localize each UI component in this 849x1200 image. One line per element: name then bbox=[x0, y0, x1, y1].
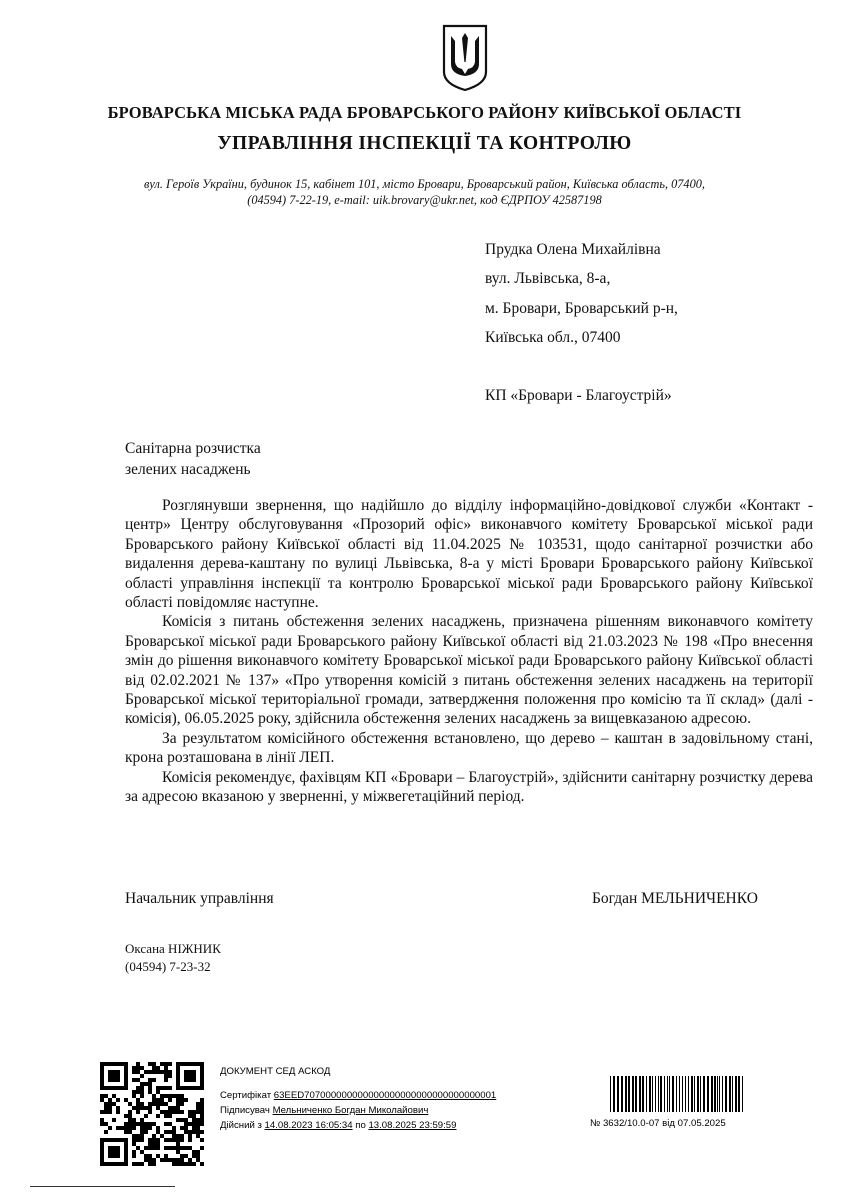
subject-line-2: зелених насаджень bbox=[125, 461, 251, 478]
recipient-name: Прудка Олена Михайлівна bbox=[485, 241, 661, 258]
cert-value: 63EED707000000000000000000000000000000001 bbox=[273, 1090, 497, 1101]
address-line-2: (04594) 7-22-19, e-mail: uik.brovary@ukr.net, код ЄДРПОУ 42587198 bbox=[247, 193, 602, 207]
address-line-1: вул. Героїв України, будинок 15, кабінет 101, місто Бровари, Броварський район, Київська область, 07400, bbox=[144, 177, 705, 191]
recipient-street: вул. Львівська, 8-а, bbox=[485, 270, 611, 287]
paragraph-4: Комісія рекомендує, фахівцям КП «Бровари – Благоустрій», здійснити санітарну розчистку дерева за адресою вказаною у зверненні, у міжвегетаційний період. bbox=[125, 768, 813, 806]
signer-position: Начальник управління bbox=[125, 890, 274, 907]
department-title: УПРАВЛІННЯ ІНСПЕКЦІЇ ТА КОНТРОЛЮ bbox=[217, 133, 632, 154]
recipient-region: Київська обл., 07400 bbox=[485, 329, 621, 346]
valid-mid: по bbox=[355, 1120, 366, 1131]
cert-label: Сертифікат bbox=[220, 1090, 272, 1101]
executor-phone: (04594) 7-23-32 bbox=[125, 959, 211, 974]
signer-name: Богдан МЕЛЬНИЧЕНКО bbox=[592, 890, 758, 907]
qr-code bbox=[100, 1062, 204, 1166]
bottom-rule bbox=[30, 1186, 175, 1187]
paragraph-2: Комісія з питань обстеження зелених насаджень, призначена рішенням виконавчого комітету Броварської міської ради Броварського району Київської області від 21.03.2023 № 198 «Про внесення змін до рішення виконавчого комітету Броварської міської ради Броварського району Київської області від 02.02.2021 № 137» «Про утворення комісій з питань обстеження зелених насаджень на території Броварської міської територіальної громади, затвердження положення про комісію та її склад» (далі - комісія), 06.05.2025 року, здійснила обстеження зелених насаджень за вищевказаною адресою. bbox=[125, 613, 813, 728]
stamp-title: ДОКУМЕНТ СЕД АСКОД bbox=[220, 1066, 331, 1077]
stamp-validity bbox=[220, 1120, 456, 1131]
paragraph-1: Розглянувши звернення, що надійшло до відділу інформаційно-довідкової служби «Контакт - центр» Центру обслуговування «Прозорий офіс» виконавчого комітету Броварської міської ради Броварського району Київської області від 11.04.2025 № 103531, щодо санітарної розчистки або видалення дерева-каштану по вулиці Львівська, 8-а у місті Бровари Броварського району Київської області управління інспекції та контролю Броварської міської ради Броварського району Київської області повідомляє наступне. bbox=[125, 497, 813, 612]
signer-value: Мельниченко Богдан Миколайович bbox=[272, 1105, 429, 1116]
valid-from: 14.08.2023 16:05:34 bbox=[264, 1120, 353, 1131]
coat-of-arms-icon bbox=[441, 24, 489, 92]
letter-body bbox=[125, 496, 813, 807]
paragraph-3: За результатом комісійного обстеження встановлено, що дерево – каштан в задовільному стані, крона розташована в лінії ЛЕП. bbox=[125, 729, 813, 767]
barcode bbox=[610, 1076, 744, 1112]
subject-line-1: Санітарна розчистка bbox=[125, 440, 261, 457]
valid-to: 13.08.2025 23:59:59 bbox=[368, 1120, 457, 1131]
registration-number: № 3632/10.0-07 від 07.05.2025 bbox=[590, 1118, 726, 1129]
executor-name: Оксана НІЖНИК bbox=[125, 941, 221, 956]
valid-label: Дійсний з bbox=[220, 1120, 262, 1131]
stamp-certificate bbox=[220, 1090, 496, 1101]
recipient-city: м. Бровари, Броварський р-н, bbox=[485, 300, 678, 317]
council-title: БРОВАРСЬКА МІСЬКА РАДА БРОВАРСЬКОГО РАЙОНУ КИЇВСЬКОЇ ОБЛАСТІ bbox=[107, 103, 742, 122]
stamp-signer bbox=[220, 1105, 428, 1116]
copy-recipient: КП «Бровари - Благоустрій» bbox=[485, 387, 672, 404]
signer-label: Підписувач bbox=[220, 1105, 270, 1116]
